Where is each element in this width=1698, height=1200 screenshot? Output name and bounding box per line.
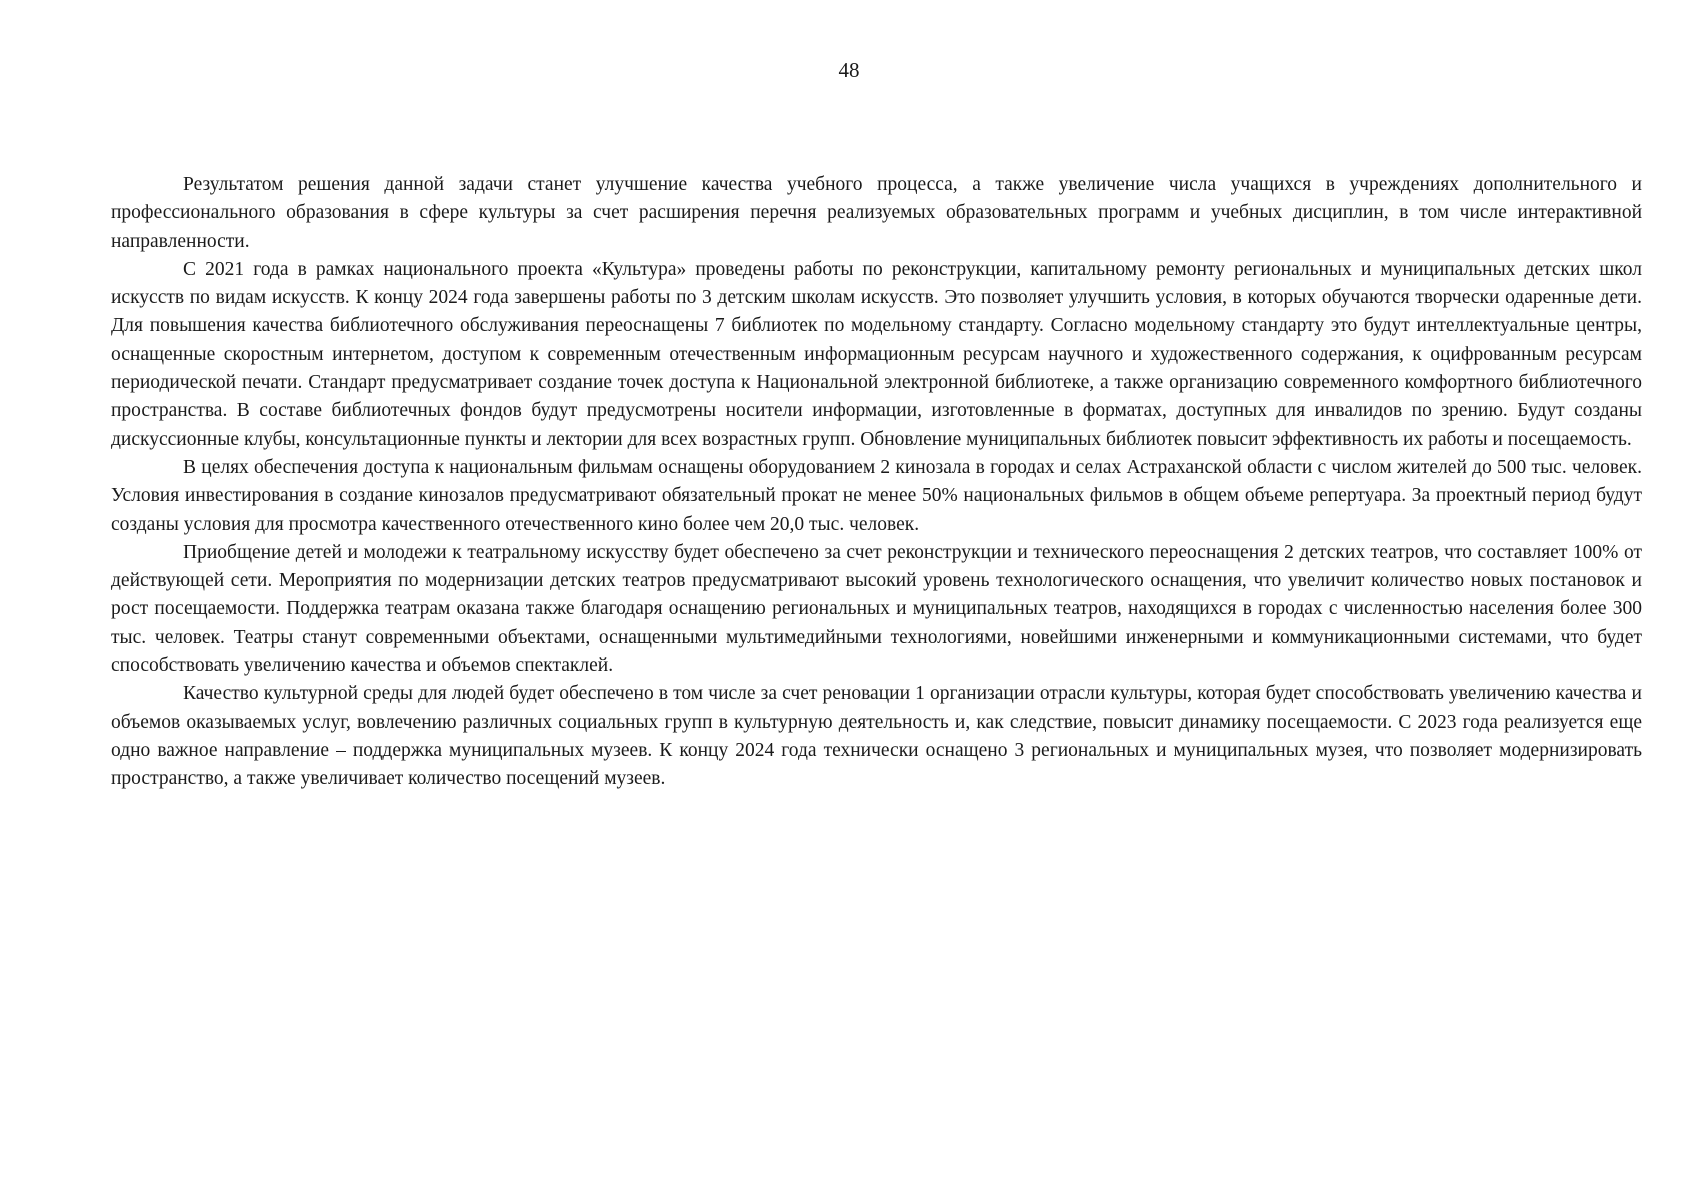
paragraph-2: С 2021 года в рамках национального проекта «Культура» проведены работы по реконструкции, капитальному ремонту региональных и муниципальных детских школ искусств по видам искусств. К концу 2024 года завершены работы по 3 детским школам искусств. Это позволяет улучшить условия, в которых обучаются творчески одаренные дети. Для повышения качества библиотечного обслуживания переоснащены 7 библиотек по модельному стандарту. Согласно модельному стандарту это будут интеллектуальные центры, оснащенные скоростным интернетом, доступом к современным отечественным информационным ресурсам научного и художественного содержания, к оцифрованным ресурсам периодической печати. Стандарт предусматривает создание точек доступа к Национальной электронной библиотеке, а также организацию современного комфортного библиотечного пространства. В составе библиотечных фондов будут предусмотрены носители информации, изготовленные в форматах, доступных для инвалидов по зрению. Будут созданы дискуссионные клубы, консультационные пункты и лектории для всех возрастных групп. Обновление муниципальных библиотек повысит эффективность их работы и посещаемость. xyxy=(111,258,1642,450)
paragraph-1: Результатом решения данной задачи станет улучшение качества учебного процесса, а также увеличение числа учащихся в учреждениях дополнительного и профессионального образования в сфере культуры за счет расширения перечня реализуемых образовательных программ и учебных дисциплин, в том числе интерактивной направленности. xyxy=(111,174,1642,252)
paragraph-5: Качество культурной среды для людей будет обеспечено в том числе за счет реновации 1 организации отрасли культуры, которая будет способствовать увеличению качества и объемов оказываемых услуг, вовлечению различных социальных групп в культурную деятельность и, как следствие, повысит динамику посещаемости. С 2023 года реализуется еще одно важное направление – поддержка муниципальных музеев. К концу 2024 года технически оснащено 3 региональных и муниципальных музея, что позволяет модернизировать пространство, а также увеличивает количество посещений музеев. xyxy=(111,683,1642,790)
paragraph-3: В целях обеспечения доступа к национальным фильмам оснащены оборудованием 2 кинозала в городах и селах Астраханской области с числом жителей до 500 тыс. человек. Условия инвестирования в создание кинозалов предусматривают обязательный прокат не менее 50% национальных фильмов в общем объеме репертуара. За проектный период будут созданы условия для просмотра качественного отечественного кино более чем 20,0 тыс. человек. xyxy=(111,456,1642,535)
paragraph-4: Приобщение детей и молодежи к театральному искусству будет обеспечено за счет реконструкции и технического переоснащения 2 детских театров, что составляет 100% от действующей сети. Мероприятия по модернизации детских театров предусматривают высокий уровень технологического оснащения, что увеличит количество новых постановок и рост посещаемости. Поддержка театрам оказана также благодаря оснащению региональных и муниципальных театров, находящихся в городах с численностью населения более 300 тыс. человек. Театры станут современными объектами, оснащенными мультимедийными технологиями, новейшими инженерными и коммуникационными системами, что будет способствовать увеличению качества и объемов спектаклей. xyxy=(111,541,1642,677)
page-number: 48 xyxy=(838,58,860,82)
document-body xyxy=(111,171,1642,794)
